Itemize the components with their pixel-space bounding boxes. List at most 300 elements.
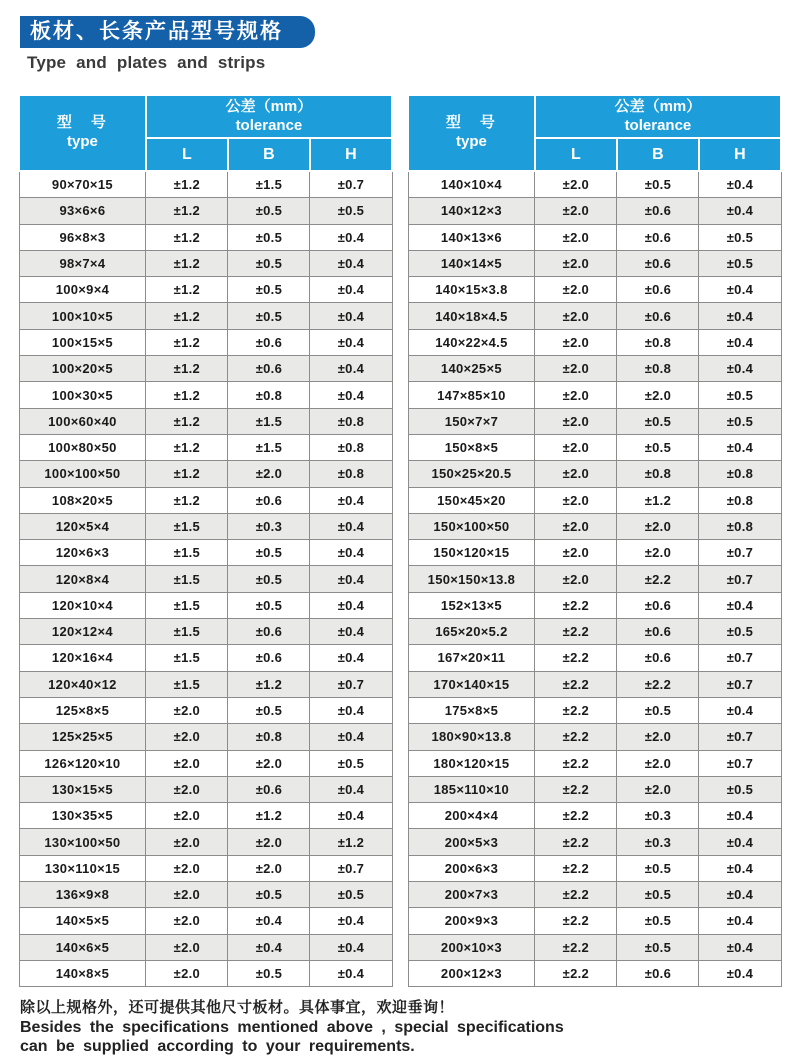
tolerance-b-cell: ±0.6 xyxy=(617,960,699,986)
tolerance-h-cell: ±0.5 xyxy=(699,776,781,802)
tolerance-h-cell: ±0.4 xyxy=(310,303,392,329)
table-row xyxy=(19,671,392,697)
type-cell: 200×4×4 xyxy=(408,803,535,829)
table-row xyxy=(19,303,392,329)
type-cell: 185×110×10 xyxy=(408,776,535,802)
tolerance-l-cell: ±2.0 xyxy=(146,934,228,960)
tolerance-h-cell: ±0.4 xyxy=(310,960,392,986)
table-header xyxy=(408,95,781,171)
tolerance-h-cell: ±0.4 xyxy=(699,592,781,618)
tolerance-b-cell: ±1.5 xyxy=(228,171,310,198)
tolerance-l-cell: ±1.2 xyxy=(146,224,228,250)
type-cell: 140×13×6 xyxy=(408,224,535,250)
tolerance-b-cell: ±1.2 xyxy=(228,671,310,697)
tolerance-l-cell: ±1.2 xyxy=(146,277,228,303)
tolerance-l-cell: ±2.0 xyxy=(535,540,617,566)
type-cell: 147×85×10 xyxy=(408,382,535,408)
tolerance-l-cell: ±2.0 xyxy=(146,803,228,829)
tolerance-h-cell: ±0.4 xyxy=(310,224,392,250)
tolerance-h-cell: ±0.4 xyxy=(310,934,392,960)
type-cell: 167×20×11 xyxy=(408,645,535,671)
table-row xyxy=(19,566,392,592)
tolerance-b-cell: ±0.5 xyxy=(228,250,310,276)
tolerance-h-cell: ±0.4 xyxy=(699,803,781,829)
tolerance-l-cell: ±1.5 xyxy=(146,513,228,539)
tolerance-b-cell: ±1.5 xyxy=(228,434,310,460)
tolerance-b-cell: ±0.5 xyxy=(228,566,310,592)
tolerance-h-cell: ±0.4 xyxy=(699,277,781,303)
table-row xyxy=(19,329,392,355)
tolerance-h-cell: ±0.7 xyxy=(699,566,781,592)
tolerance-b-cell: ±0.6 xyxy=(617,250,699,276)
type-cell: 125×25×5 xyxy=(19,724,146,750)
table-row xyxy=(19,803,392,829)
type-cell: 120×12×4 xyxy=(19,619,146,645)
table-row xyxy=(19,697,392,723)
tolerance-h-cell: ±0.5 xyxy=(699,224,781,250)
tolerance-l-cell: ±1.2 xyxy=(146,198,228,224)
tolerance-h-cell: ±0.5 xyxy=(310,882,392,908)
tolerance-h-cell: ±0.4 xyxy=(699,960,781,986)
tolerance-l-cell: ±2.2 xyxy=(535,671,617,697)
tolerance-b-cell: ±1.5 xyxy=(228,408,310,434)
type-cell: 100×10×5 xyxy=(19,303,146,329)
tolerance-b-cell: ±1.2 xyxy=(228,803,310,829)
tolerance-h-cell: ±0.4 xyxy=(310,724,392,750)
type-cell: 120×8×4 xyxy=(19,566,146,592)
tolerance-b-cell: ±0.3 xyxy=(228,513,310,539)
tolerance-l-cell: ±2.0 xyxy=(535,513,617,539)
tolerance-b-cell: ±0.8 xyxy=(228,724,310,750)
type-cell: 108×20×5 xyxy=(19,487,146,513)
tolerance-b-cell: ±0.6 xyxy=(617,303,699,329)
tolerance-label-en: tolerance xyxy=(235,116,303,134)
table-row xyxy=(19,829,392,855)
table-row xyxy=(408,908,781,934)
type-cell: 180×120×15 xyxy=(408,750,535,776)
tolerance-column-header xyxy=(535,95,781,138)
tolerance-h-cell: ±0.4 xyxy=(310,592,392,618)
tolerance-l-cell: ±2.0 xyxy=(535,303,617,329)
tolerance-b-cell: ±0.8 xyxy=(617,329,699,355)
tolerance-b-cell: ±2.0 xyxy=(228,461,310,487)
tolerance-h-cell: ±0.4 xyxy=(310,908,392,934)
tolerance-h-cell: ±0.4 xyxy=(699,882,781,908)
tolerance-l-cell: ±1.5 xyxy=(146,566,228,592)
type-cell: 150×100×50 xyxy=(408,513,535,539)
tolerance-b-cell: ±0.5 xyxy=(228,882,310,908)
tolerance-h-cell: ±0.4 xyxy=(310,803,392,829)
table-row xyxy=(408,803,781,829)
type-cell: 120×5×4 xyxy=(19,513,146,539)
tolerance-b-cell: ±0.5 xyxy=(228,697,310,723)
tolerance-b-cell: ±0.5 xyxy=(617,855,699,881)
tolerance-l-cell: ±2.2 xyxy=(535,829,617,855)
tolerance-b-cell: ±0.6 xyxy=(228,356,310,382)
type-cell: 125×8×5 xyxy=(19,697,146,723)
tolerance-l-cell: ±2.0 xyxy=(535,277,617,303)
table-row xyxy=(408,645,781,671)
tolerance-b-cell: ±0.5 xyxy=(617,908,699,934)
tolerance-label-en: tolerance xyxy=(624,116,692,134)
type-label-en: type xyxy=(66,133,98,150)
tolerance-l-cell: ±2.0 xyxy=(535,382,617,408)
tolerance-b-cell: ±0.6 xyxy=(228,329,310,355)
tolerance-l-cell: ±1.5 xyxy=(146,592,228,618)
tolerance-l-cell: ±2.2 xyxy=(535,776,617,802)
table-row xyxy=(19,750,392,776)
tolerance-b-cell: ±0.5 xyxy=(228,592,310,618)
tolerance-l-cell: ±2.2 xyxy=(535,908,617,934)
type-cell: 93×6×6 xyxy=(19,198,146,224)
tolerance-l-cell: ±2.2 xyxy=(535,960,617,986)
type-cell: 200×10×3 xyxy=(408,934,535,960)
table-row xyxy=(19,776,392,802)
type-cell: 126×120×10 xyxy=(19,750,146,776)
type-cell: 120×16×4 xyxy=(19,645,146,671)
tolerance-h-cell: ±0.4 xyxy=(310,566,392,592)
table-row xyxy=(408,934,781,960)
table-row xyxy=(408,566,781,592)
type-cell: 120×6×3 xyxy=(19,540,146,566)
tolerance-b-cell: ±0.6 xyxy=(228,645,310,671)
tolerance-l-cell: ±1.5 xyxy=(146,619,228,645)
table-row xyxy=(19,171,392,198)
tolerance-h-cell: ±0.8 xyxy=(699,513,781,539)
type-column-header xyxy=(408,95,535,171)
table-row xyxy=(408,776,781,802)
tolerance-h-cell: ±0.4 xyxy=(699,171,781,198)
tolerance-l-cell: ±1.2 xyxy=(146,487,228,513)
table-row xyxy=(408,724,781,750)
tolerance-h-cell: ±0.7 xyxy=(310,671,392,697)
tolerance-b-cell: ±0.8 xyxy=(617,356,699,382)
tolerance-b-cell: ±0.6 xyxy=(228,619,310,645)
tolerance-b-cell: ±0.6 xyxy=(617,277,699,303)
table-row xyxy=(408,513,781,539)
page-title-en: Type and plates and strips xyxy=(27,53,266,72)
type-cell: 140×8×5 xyxy=(19,960,146,986)
tolerance-h-cell: ±0.8 xyxy=(699,487,781,513)
type-cell: 90×70×15 xyxy=(19,171,146,198)
tolerance-l-cell: ±2.0 xyxy=(146,750,228,776)
tolerance-b-cell: ±0.5 xyxy=(228,303,310,329)
table-row xyxy=(408,697,781,723)
tolerance-l-cell: ±2.0 xyxy=(535,408,617,434)
table-row xyxy=(408,592,781,618)
tolerance-b-cell: ±0.5 xyxy=(228,277,310,303)
type-cell: 140×6×5 xyxy=(19,934,146,960)
tolerance-l-cell: ±1.2 xyxy=(146,250,228,276)
type-cell: 130×35×5 xyxy=(19,803,146,829)
table-row xyxy=(19,645,392,671)
table-row xyxy=(408,882,781,908)
tolerance-b-cell: ±0.8 xyxy=(228,382,310,408)
type-cell: 140×18×4.5 xyxy=(408,303,535,329)
tolerance-h-cell: ±0.7 xyxy=(699,645,781,671)
type-cell: 200×7×3 xyxy=(408,882,535,908)
tolerance-l-cell: ±1.2 xyxy=(146,303,228,329)
type-cell: 170×140×15 xyxy=(408,671,535,697)
footer-note-en-line2: can be supplied according to your requirements. xyxy=(20,1037,415,1055)
table-row xyxy=(408,277,781,303)
tolerance-l-cell: ±2.2 xyxy=(535,803,617,829)
tolerance-h-cell: ±0.7 xyxy=(310,855,392,881)
table-header xyxy=(19,95,392,171)
table-row xyxy=(408,855,781,881)
tolerance-l-cell: ±1.5 xyxy=(146,645,228,671)
table-row xyxy=(19,513,392,539)
table-row xyxy=(19,224,392,250)
tolerance-h-cell: ±0.4 xyxy=(699,356,781,382)
tolerance-h-cell: ±0.4 xyxy=(310,329,392,355)
tolerance-b-cell: ±0.6 xyxy=(228,776,310,802)
tolerance-h-cell: ±0.4 xyxy=(310,513,392,539)
footer-note-cn: 除以上规格外，还可提供其他尺寸板材。具体事宜，欢迎垂询！ xyxy=(20,999,455,1017)
type-cell: 100×15×5 xyxy=(19,329,146,355)
table-row xyxy=(408,382,781,408)
type-cell: 120×40×12 xyxy=(19,671,146,697)
tolerance-h-cell: ±0.4 xyxy=(310,619,392,645)
tolerance-h-cell: ±0.4 xyxy=(310,382,392,408)
col-header-l: L xyxy=(146,138,228,171)
type-cell: 100×9×4 xyxy=(19,277,146,303)
type-label-cn: 型 号 xyxy=(445,114,497,132)
table-body-right xyxy=(408,171,781,987)
tolerance-l-cell: ±1.2 xyxy=(146,434,228,460)
type-cell: 140×22×4.5 xyxy=(408,329,535,355)
tolerance-h-cell: ±0.5 xyxy=(310,750,392,776)
type-cell: 98×7×4 xyxy=(19,250,146,276)
tolerance-l-cell: ±2.0 xyxy=(535,250,617,276)
tolerance-h-cell: ±0.8 xyxy=(310,408,392,434)
tolerance-b-cell: ±2.0 xyxy=(228,855,310,881)
table-row xyxy=(408,461,781,487)
type-cell: 150×7×7 xyxy=(408,408,535,434)
type-cell: 150×25×20.5 xyxy=(408,461,535,487)
tolerance-h-cell: ±0.5 xyxy=(699,382,781,408)
tolerance-l-cell: ±2.0 xyxy=(535,461,617,487)
type-cell: 200×12×3 xyxy=(408,960,535,986)
table-row xyxy=(19,434,392,460)
type-cell: 130×110×15 xyxy=(19,855,146,881)
tolerance-h-cell: ±0.5 xyxy=(699,408,781,434)
table-row xyxy=(408,487,781,513)
col-header-h: H xyxy=(310,138,392,171)
table-row xyxy=(408,434,781,460)
table-row xyxy=(19,198,392,224)
type-cell: 140×5×5 xyxy=(19,908,146,934)
tolerance-b-cell: ±0.6 xyxy=(617,619,699,645)
table-row xyxy=(19,356,392,382)
type-cell: 140×14×5 xyxy=(408,250,535,276)
type-cell: 150×120×15 xyxy=(408,540,535,566)
type-cell: 140×12×3 xyxy=(408,198,535,224)
table-row xyxy=(19,592,392,618)
tolerance-h-cell: ±0.4 xyxy=(699,329,781,355)
table-row xyxy=(19,408,392,434)
type-cell: 165×20×5.2 xyxy=(408,619,535,645)
tolerance-b-cell: ±0.6 xyxy=(617,645,699,671)
tolerance-h-cell: ±0.5 xyxy=(310,198,392,224)
table-row xyxy=(408,619,781,645)
table-row xyxy=(408,408,781,434)
type-column-header xyxy=(19,95,146,171)
table-body-left xyxy=(19,171,392,987)
tolerance-b-cell: ±0.5 xyxy=(617,434,699,460)
tolerance-l-cell: ±2.2 xyxy=(535,619,617,645)
table-row xyxy=(19,277,392,303)
tolerance-b-cell: ±2.0 xyxy=(617,382,699,408)
tolerance-l-cell: ±2.2 xyxy=(535,645,617,671)
tolerance-h-cell: ±0.7 xyxy=(699,671,781,697)
tolerance-l-cell: ±1.2 xyxy=(146,329,228,355)
type-cell: 140×10×4 xyxy=(408,171,535,198)
tolerance-h-cell: ±0.7 xyxy=(699,750,781,776)
tolerance-h-cell: ±0.4 xyxy=(699,908,781,934)
tolerance-label-cn: 公差（mm） xyxy=(614,97,702,115)
tolerance-h-cell: ±0.4 xyxy=(310,250,392,276)
type-cell: 136×9×8 xyxy=(19,882,146,908)
table-row xyxy=(19,934,392,960)
tolerance-l-cell: ±2.2 xyxy=(535,750,617,776)
table-row xyxy=(19,724,392,750)
tolerance-l-cell: ±1.2 xyxy=(146,461,228,487)
table-row xyxy=(19,960,392,986)
spec-table-right xyxy=(407,94,782,987)
spec-table-left xyxy=(18,94,393,987)
tolerance-h-cell: ±0.7 xyxy=(699,540,781,566)
tolerance-b-cell: ±0.6 xyxy=(617,592,699,618)
tolerance-b-cell: ±0.5 xyxy=(617,934,699,960)
type-cell: 100×80×50 xyxy=(19,434,146,460)
tolerance-l-cell: ±2.0 xyxy=(535,171,617,198)
tolerance-h-cell: ±0.4 xyxy=(699,829,781,855)
type-cell: 200×5×3 xyxy=(408,829,535,855)
tolerance-h-cell: ±0.8 xyxy=(310,434,392,460)
tolerance-b-cell: ±0.5 xyxy=(617,171,699,198)
table-row xyxy=(19,461,392,487)
col-header-b: B xyxy=(617,138,699,171)
title-banner xyxy=(20,16,315,48)
tolerance-b-cell: ±2.2 xyxy=(617,566,699,592)
table-row xyxy=(408,960,781,986)
tolerance-l-cell: ±1.5 xyxy=(146,671,228,697)
tolerance-l-cell: ±2.0 xyxy=(146,724,228,750)
tolerance-h-cell: ±0.4 xyxy=(699,434,781,460)
table-row xyxy=(19,619,392,645)
tolerance-b-cell: ±2.0 xyxy=(228,829,310,855)
table-row xyxy=(408,171,781,198)
tolerance-h-cell: ±0.4 xyxy=(699,303,781,329)
page-title-cn: 板材、长条产品型号规格 xyxy=(30,20,283,43)
tolerance-h-cell: ±0.4 xyxy=(699,198,781,224)
tolerance-l-cell: ±2.0 xyxy=(146,855,228,881)
tolerance-l-cell: ±2.0 xyxy=(535,566,617,592)
tolerance-b-cell: ±0.5 xyxy=(617,697,699,723)
tolerance-l-cell: ±2.2 xyxy=(535,855,617,881)
tolerance-b-cell: ±0.5 xyxy=(228,960,310,986)
tolerance-b-cell: ±0.4 xyxy=(228,908,310,934)
tolerance-l-cell: ±1.5 xyxy=(146,540,228,566)
tolerance-b-cell: ±0.4 xyxy=(228,934,310,960)
tolerance-l-cell: ±2.0 xyxy=(146,882,228,908)
table-row xyxy=(19,855,392,881)
tolerance-h-cell: ±0.5 xyxy=(699,250,781,276)
tolerance-h-cell: ±0.8 xyxy=(310,461,392,487)
tolerance-l-cell: ±2.0 xyxy=(146,776,228,802)
tolerance-b-cell: ±0.5 xyxy=(617,408,699,434)
footer-note xyxy=(0,998,800,1056)
tolerance-b-cell: ±0.5 xyxy=(228,540,310,566)
tolerance-l-cell: ±2.2 xyxy=(535,882,617,908)
type-cell: 180×90×13.8 xyxy=(408,724,535,750)
col-header-h: H xyxy=(699,138,781,171)
type-cell: 152×13×5 xyxy=(408,592,535,618)
table-row xyxy=(19,908,392,934)
tolerance-b-cell: ±0.3 xyxy=(617,829,699,855)
tolerance-h-cell: ±0.4 xyxy=(310,645,392,671)
type-cell: 130×100×50 xyxy=(19,829,146,855)
tolerance-b-cell: ±1.2 xyxy=(617,487,699,513)
type-cell: 150×8×5 xyxy=(408,434,535,460)
table-row xyxy=(408,198,781,224)
table-row xyxy=(408,750,781,776)
tolerance-l-cell: ±2.0 xyxy=(535,487,617,513)
tolerance-l-cell: ±2.0 xyxy=(146,960,228,986)
col-header-l: L xyxy=(535,138,617,171)
tolerance-l-cell: ±2.0 xyxy=(535,434,617,460)
table-row xyxy=(19,540,392,566)
type-cell: 175×8×5 xyxy=(408,697,535,723)
tolerance-b-cell: ±2.0 xyxy=(617,724,699,750)
tolerance-h-cell: ±0.4 xyxy=(699,697,781,723)
table-row xyxy=(19,487,392,513)
tolerance-b-cell: ±0.5 xyxy=(228,198,310,224)
tolerance-h-cell: ±0.8 xyxy=(699,461,781,487)
tolerance-h-cell: ±0.4 xyxy=(310,776,392,802)
tolerance-l-cell: ±2.0 xyxy=(535,329,617,355)
tolerance-l-cell: ±2.2 xyxy=(535,592,617,618)
tolerance-l-cell: ±2.2 xyxy=(535,934,617,960)
tolerance-l-cell: ±2.0 xyxy=(535,224,617,250)
tolerance-column-header xyxy=(146,95,392,138)
tolerance-h-cell: ±0.4 xyxy=(310,487,392,513)
table-row xyxy=(408,671,781,697)
type-cell: 200×9×3 xyxy=(408,908,535,934)
tolerance-l-cell: ±2.0 xyxy=(535,198,617,224)
tolerance-h-cell: ±0.4 xyxy=(310,697,392,723)
table-row xyxy=(19,382,392,408)
tolerance-l-cell: ±1.2 xyxy=(146,356,228,382)
table-row xyxy=(408,329,781,355)
tolerance-l-cell: ±2.0 xyxy=(146,829,228,855)
tolerance-b-cell: ±2.0 xyxy=(617,750,699,776)
tolerance-b-cell: ±2.2 xyxy=(617,671,699,697)
type-label-cn: 型 号 xyxy=(56,114,108,132)
table-row xyxy=(408,303,781,329)
type-label-en: type xyxy=(455,133,487,150)
table-row xyxy=(408,224,781,250)
tolerance-b-cell: ±0.6 xyxy=(617,224,699,250)
type-cell: 140×25×5 xyxy=(408,356,535,382)
tolerance-l-cell: ±2.2 xyxy=(535,724,617,750)
tolerance-b-cell: ±0.8 xyxy=(617,461,699,487)
tolerance-b-cell: ±0.6 xyxy=(228,487,310,513)
tolerance-l-cell: ±2.0 xyxy=(146,697,228,723)
tolerance-h-cell: ±0.4 xyxy=(310,277,392,303)
table-row xyxy=(408,540,781,566)
